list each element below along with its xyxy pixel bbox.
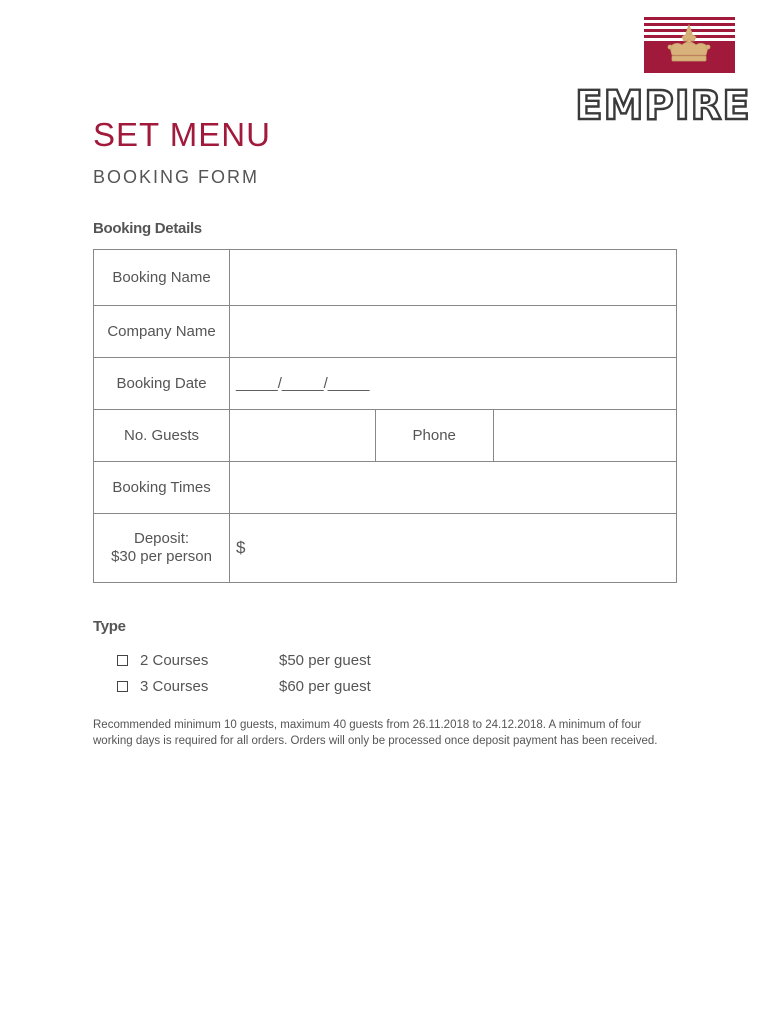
course-price: $60 per guest xyxy=(279,677,371,695)
deposit-field[interactable]: $ xyxy=(230,514,677,583)
booking-note: Recommended minimum 10 guests, maximum 40 guests from 26.11.2018 to 24.12.2018. A minimum of four working days is required for all orders. Orders will only be processed once deposit payment has been received. xyxy=(93,719,658,747)
company-name-row xyxy=(94,306,677,358)
booking-date-label: Booking Date xyxy=(94,358,230,410)
page-subtitle: BOOKING FORM xyxy=(93,167,260,187)
phone-field[interactable] xyxy=(493,410,676,462)
empire-wordmark xyxy=(570,79,756,129)
checkbox-3-courses[interactable] xyxy=(117,681,128,692)
deposit-label xyxy=(94,514,230,583)
company-name-field[interactable] xyxy=(230,306,677,358)
page-title: SET MENU xyxy=(93,116,271,153)
phone-label: Phone xyxy=(375,410,493,462)
type-option-2-courses xyxy=(117,647,371,673)
booking-date-field[interactable]: _____/_____/_____ xyxy=(230,358,677,410)
booking-name-row xyxy=(94,250,677,306)
type-option-3-courses xyxy=(117,673,371,699)
course-price: $50 per guest xyxy=(279,651,371,669)
deposit-label-line2: $30 per person xyxy=(111,548,212,565)
booking-date-row xyxy=(94,358,677,410)
crown-emblem-icon xyxy=(644,17,735,73)
booking-times-field[interactable] xyxy=(230,462,677,514)
booking-details-table xyxy=(93,249,677,583)
deposit-row xyxy=(94,514,677,583)
type-options xyxy=(117,647,371,699)
course-label: 2 Courses xyxy=(140,651,209,669)
booking-name-label: Booking Name xyxy=(94,250,230,306)
booking-details-heading: Booking Details xyxy=(93,220,202,237)
company-name-label: Company Name xyxy=(94,306,230,358)
booking-times-row xyxy=(94,462,677,514)
course-label: 3 Courses xyxy=(140,677,209,695)
type-heading: Type xyxy=(93,618,126,635)
wordmark-text: EMPIRE xyxy=(575,83,751,129)
no-guests-label: No. Guests xyxy=(94,410,230,462)
guests-phone-row xyxy=(94,410,677,462)
checkbox-2-courses[interactable] xyxy=(117,655,128,666)
deposit-label-line1: Deposit: xyxy=(134,530,190,547)
booking-name-field[interactable] xyxy=(230,250,677,306)
empire-logo xyxy=(570,17,756,129)
no-guests-field[interactable] xyxy=(230,410,376,462)
booking-times-label: Booking Times xyxy=(94,462,230,514)
